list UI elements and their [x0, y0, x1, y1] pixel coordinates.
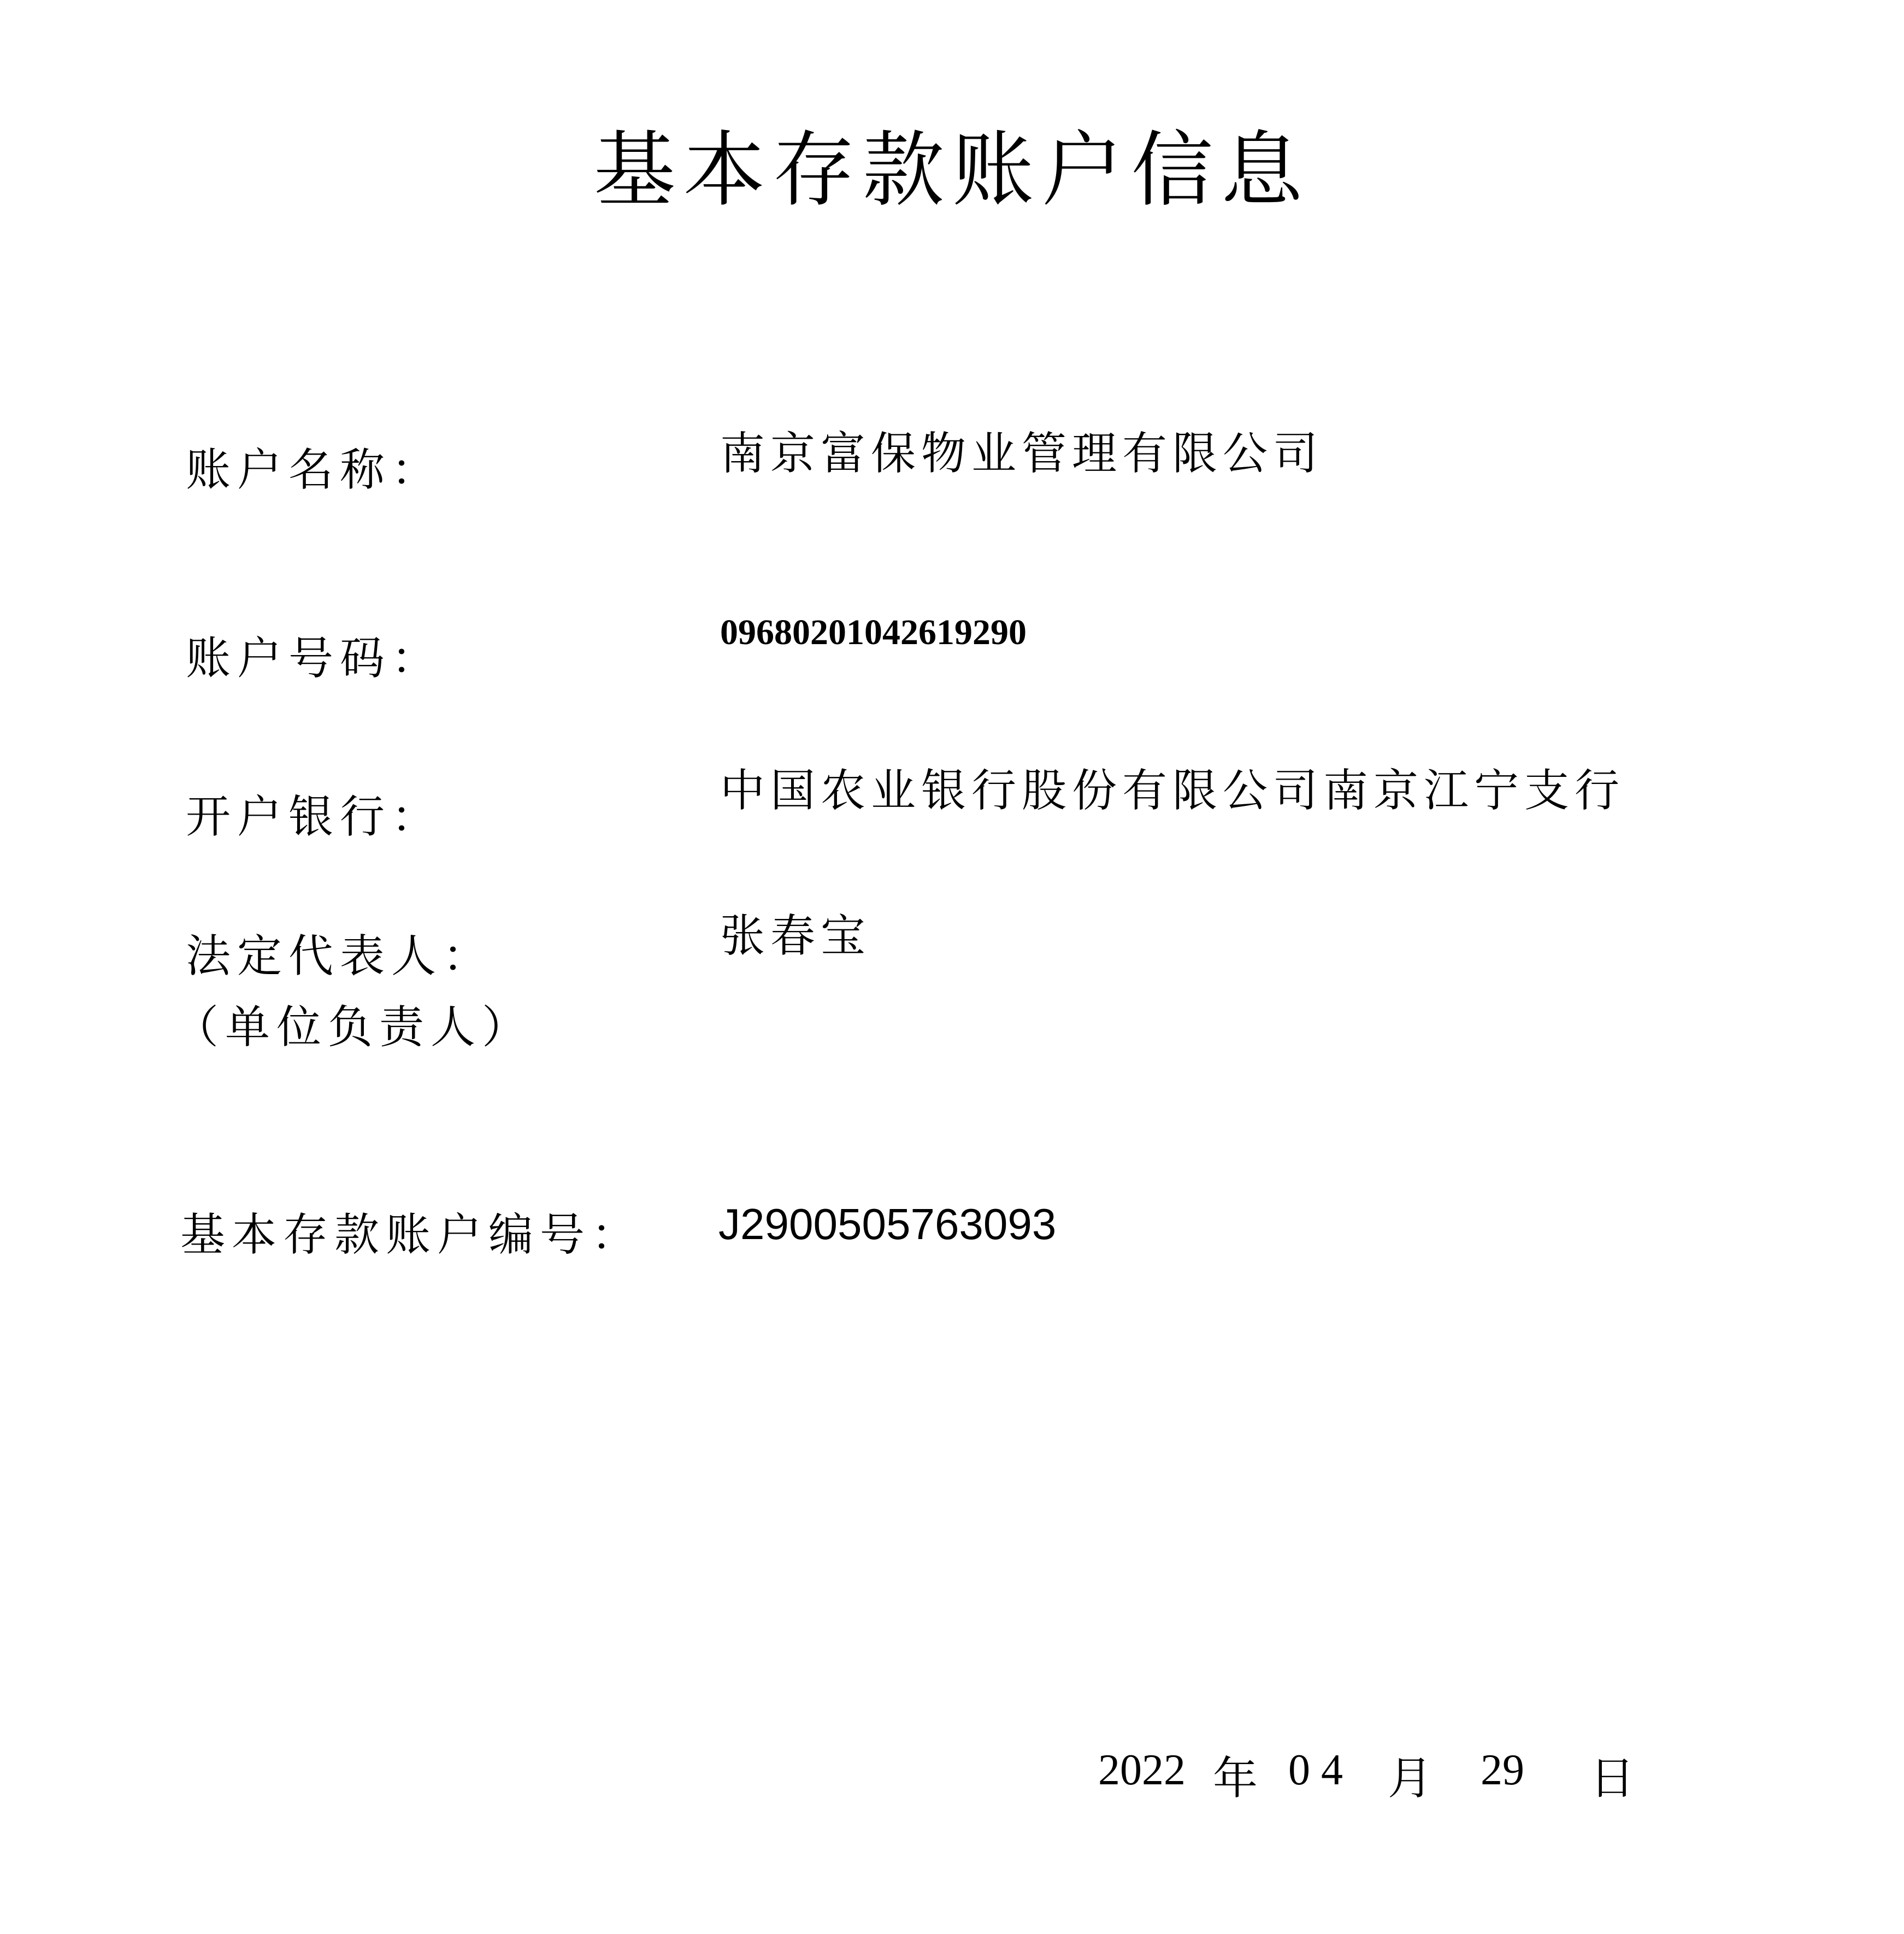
date-year: 2022 — [1098, 1746, 1186, 1794]
account-name-value: 南京富保物业管理有限公司 — [720, 428, 1324, 480]
legal-representative-label: 法定代表人： — [186, 930, 494, 982]
date-day-unit: 日 — [1590, 1753, 1635, 1805]
basic-account-number-value: J2900505763093 — [718, 1200, 1057, 1248]
bank-value: 中国农业银行股份有限公司南京江宁支行 — [720, 765, 1625, 817]
account-number-value: 09680201042619290 — [720, 612, 1027, 652]
date-month-unit: 月 — [1388, 1753, 1433, 1805]
page-title: 基本存款账户信息 — [593, 123, 1311, 218]
legal-representative-sublabel: （单位负责人） — [174, 1001, 534, 1053]
date-day: 29 — [1481, 1746, 1524, 1794]
date-month: 0 4 — [1288, 1746, 1343, 1794]
bank-label: 开户银行： — [186, 791, 443, 843]
legal-representative-value: 张春宝 — [720, 910, 871, 962]
date-year-unit: 年 — [1213, 1753, 1258, 1805]
account-name-label: 账户名称： — [186, 444, 443, 496]
basic-account-number-label: 基本存款账户编号： — [180, 1209, 643, 1261]
account-number-label: 账户号码： — [186, 633, 443, 685]
